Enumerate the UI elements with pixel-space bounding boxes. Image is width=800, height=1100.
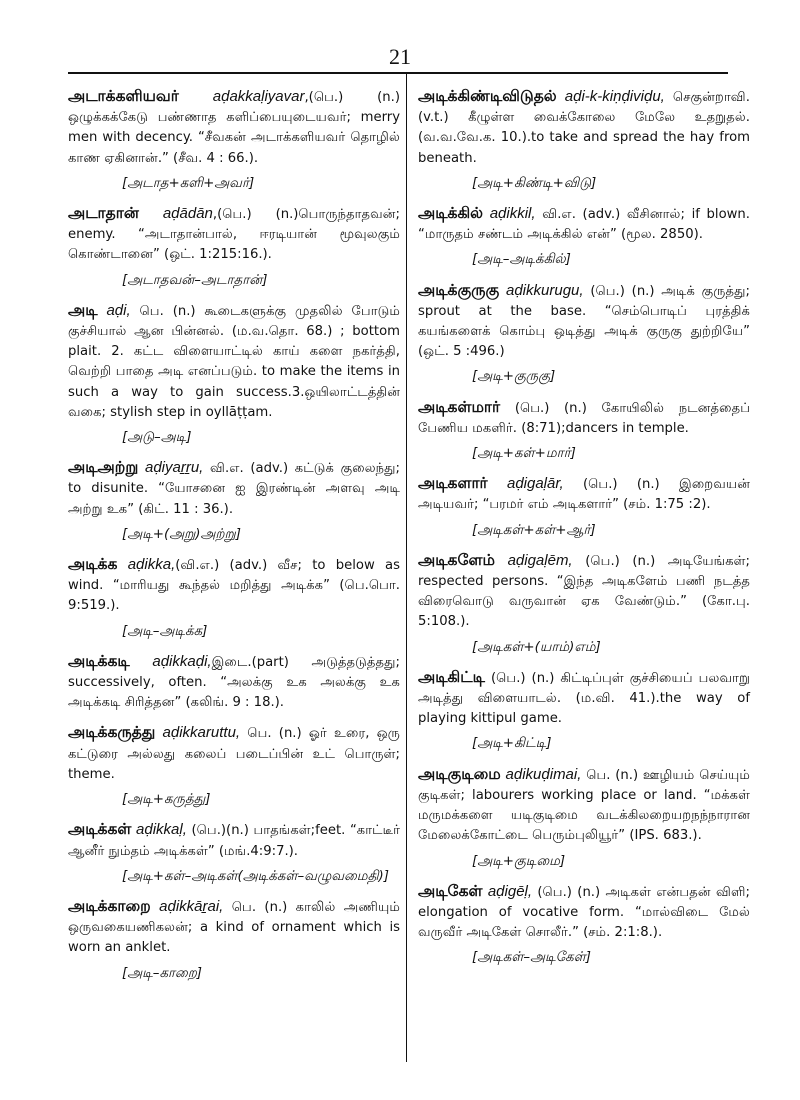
entry-definition: வி.எ. (adv.) வீசினால்; if blown. “மாருதம் சண்டம் அடிக்கில் என்” (மூல. 2850). bbox=[418, 207, 750, 243]
entry-transliteration: aḍikka, bbox=[127, 556, 176, 574]
entry-headword: அடிக்குருகு bbox=[418, 280, 500, 299]
entry-definition: ,(பெ.) (n.)பொருந்தாதவன்; enemy. “அடாதான்பால், ஈரடியான் மூவுலகும் கொண்டானை” (ஒட். 1:215:16.). bbox=[68, 207, 400, 263]
entry-headword: அடிகளேம் bbox=[418, 550, 495, 569]
entry-transliteration: aḍakkaḷiyavar bbox=[212, 88, 305, 105]
entry-headword: அடி bbox=[68, 300, 98, 319]
dictionary-entry bbox=[418, 550, 750, 658]
entry-headword: அடிக்கருத்து bbox=[68, 723, 156, 742]
entry-definition: பெ. (n.) கூடைகளுக்கு முதலில் போடும் குச்சியால் ஆன பின்னல். (ம.வ.தொ. 68.) ; bottom plait. 2. கட்ட விளையாட்டில் காய் களை நகர்த்தி, வெற்றி பாதை அடி எனப்படும். to make the items in such a way to gain success.3.ஒயிலாட்டத்தின் வகை; stylish step in oyllāṭṭam. bbox=[68, 303, 400, 420]
entry-definition: ,(பெ.) (n.) ஒழுக்கக்கேடு பண்ணாத களிப்பையுடையவர்; merry men with decency. “சீவகன் அடாக்களியவர் தொழில் காண ஏகினான்.” (சீவ. 4 : 66.). bbox=[68, 90, 400, 166]
entry-etymology: [அடிகள்–அடிகேள்] bbox=[472, 950, 592, 966]
entry-etymology: [அடி–அடிக்க] bbox=[122, 623, 208, 639]
left-column bbox=[68, 86, 400, 993]
dictionary-entry bbox=[418, 280, 750, 388]
entry-definition: (பெ.)(n.) பாதங்கள்;feet. “காட்டீர் ஆனீர் நும்தம் அடிக்கள்” (மங்.4:9:7.). bbox=[68, 823, 400, 859]
entry-headword: அடிகுடிமை bbox=[418, 764, 501, 783]
entry-etymology: [அடிகள்+(யாம்)எம்] bbox=[472, 639, 601, 655]
entry-etymology: [அடாத+களி+அவர்] bbox=[122, 175, 255, 191]
entry-definition: பெ. (n.) காலில் அணியும் ஒருவகையணிகலன்; a kind of ornament which is worn an anklet. bbox=[68, 899, 400, 956]
entry-headword: அடிக்கில் bbox=[418, 204, 484, 223]
entry-definition: வி.எ. (adv.) கட்டுக் குலைந்து; to disunite. “யோசனை ஐ இரண்டின் அளவு அடி அற்று உக” (கிட். 11 : 36.). bbox=[68, 461, 400, 517]
entry-definition: (பெ.) (n.) இறைவயன் அடியவர்; “பரமர் எம் அடிகளார்” (சம். 1:75 :2). bbox=[418, 477, 750, 513]
entry-headword: அடிக்காறை bbox=[68, 896, 151, 915]
dictionary-entry bbox=[418, 473, 750, 541]
entry-definition: இடை.(part) அடுத்தடுத்தது; successively, often. “அலக்கு உக அலக்கு உக அடிக்கடி சிரித்தன” (கலிங். 9 : 18.). bbox=[68, 654, 400, 711]
entry-definition: பெ. (n.) ஊழியம் செய்யும் குடிகள்; labourers working place or land. “மக்கள் மருமக்களை யடிகுடிமை வடக்கிலறையறநந்நாரான மேலைக்கோட்டை பெரும்புலியூர்” (IPS. 683.). bbox=[418, 767, 750, 844]
entry-etymology: [அடி–அடிக்கில்] bbox=[472, 252, 571, 268]
dictionary-entry bbox=[68, 300, 400, 448]
entry-transliteration: aḍi-k-kiṇḍiviḍu, bbox=[564, 88, 665, 105]
entry-transliteration: aḍikkaruttu, bbox=[162, 724, 241, 742]
entry-definition: (பெ.) (n.) அடிகள் என்பதன் விளி; elongation of vocative form. “மால்விடை மேல் வருவீர் அடிகேள் சொலீர்.” (சம். 2:1:8.). bbox=[418, 884, 750, 941]
entry-transliteration: aḍigaḷār, bbox=[506, 475, 564, 493]
entry-headword: அடாக்களியவர் bbox=[68, 87, 179, 105]
dictionary-entry bbox=[68, 651, 400, 714]
dictionary-entry bbox=[68, 896, 400, 984]
entry-headword: அடிக்க bbox=[68, 555, 118, 574]
entry-etymology: [அடாதவன்–அடாதான்] bbox=[122, 272, 268, 288]
entry-transliteration: aḍigēḷ, bbox=[487, 882, 533, 900]
entry-etymology: [அடி+கருத்து] bbox=[122, 792, 211, 808]
entry-headword: அடிக்கிண்டிவிடுதல் bbox=[418, 87, 557, 105]
entry-definition: (பெ.) (n.) கிட்டிப்புள் குச்சியைப் பலவாறு அடித்து விளையாடல். (ம.வி. 41.).the way of playing kittipul game. bbox=[418, 670, 750, 727]
entry-etymology: [அடு–அடி] bbox=[122, 430, 192, 446]
entry-etymology: [அடி+குடிமை] bbox=[472, 853, 566, 869]
entry-headword: அடிக்கடி bbox=[68, 651, 130, 670]
entry-etymology: [அடி+கிட்டி] bbox=[472, 736, 552, 752]
entry-etymology: [அடி+(அறு)அற்று] bbox=[122, 526, 241, 542]
entry-headword: அடிக்கள் bbox=[68, 820, 132, 839]
dictionary-entry bbox=[418, 86, 750, 194]
entry-etymology: [அடி+கள்–அடிகள்(அடிக்கள்–வழுவமைதி)] bbox=[122, 868, 389, 884]
entry-etymology: [அடிகள்+கள்+ஆர்] bbox=[472, 522, 596, 538]
entry-definition: (பெ.) (n.) அடியேங்கள்; respected persons. “இந்த அடிகளேம் பணி நடத்த விரைவொடு வருவான் ஏக வேண்டும்.” (கோ.பு. 5:108.). bbox=[418, 553, 750, 630]
header-rule bbox=[68, 72, 728, 74]
entry-transliteration: aḍādān bbox=[162, 205, 213, 223]
dictionary-entry bbox=[418, 667, 750, 755]
entry-transliteration: aḍikkāṟai, bbox=[159, 897, 224, 915]
entry-definition: (வி.எ.) (adv.) வீச; to below as wind. “மாரியது கூந்தல் மறித்து அடிக்க” (பெ.பொ. 9:519.). bbox=[68, 558, 400, 614]
dictionary-entry bbox=[68, 819, 400, 887]
entry-transliteration: aḍigaḷēm, bbox=[507, 551, 573, 569]
entry-etymology: [அடி+கள்+மார்] bbox=[472, 446, 576, 462]
dictionary-entry bbox=[418, 764, 750, 872]
entry-etymology: [அடி–காறை] bbox=[122, 965, 203, 981]
entry-transliteration: aḍi, bbox=[106, 301, 131, 319]
entry-headword: அடிஅற்று bbox=[68, 458, 139, 477]
dictionary-entry bbox=[418, 881, 750, 969]
right-column bbox=[418, 86, 750, 978]
entry-definition: (பெ.) (n.) அடிக் குருத்து; sprout at the base. “செம்பொடிப் புரத்திக் கயங்களைக் கொம்பு ஒடித்து அடிக் குருகு துற்றியே” (ஒட். 5 :496.) bbox=[418, 283, 750, 360]
dictionary-entry bbox=[418, 203, 750, 271]
dictionary-entry bbox=[68, 86, 400, 194]
entry-headword: அடிகள்மார் bbox=[418, 397, 501, 416]
entry-headword: அடிகளார் bbox=[418, 474, 488, 493]
entry-definition: செகுன்றாவி. (v.t.) கீழுள்ள வைக்கோலை மேலே உதறுதல். (வ.வ.வே.க. 10.).to take and spread the hay from beneath. bbox=[418, 90, 750, 166]
entry-headword: அடாதான் bbox=[68, 204, 139, 223]
page-number: 21 bbox=[389, 44, 411, 69]
entry-transliteration: aḍikuḍimai, bbox=[505, 765, 582, 783]
dictionary-entry bbox=[68, 203, 400, 291]
entry-transliteration: aḍiyaṟṟu, bbox=[144, 459, 204, 477]
dictionary-entry bbox=[418, 397, 750, 465]
entry-transliteration: aḍikkaḷ, bbox=[136, 821, 187, 839]
dictionary-entry bbox=[68, 722, 400, 810]
entry-etymology: [அடி+கிண்டி+விடு] bbox=[472, 175, 597, 191]
entry-transliteration: aḍikkil, bbox=[489, 205, 536, 223]
entry-headword: அடிகிட்டி bbox=[418, 667, 485, 686]
entry-transliteration: aḍikkurugu, bbox=[506, 281, 584, 299]
entry-definition: (பெ.) (n.) கோயிலில் நடனத்தைப் பேணிய மகளிர். (8:71);dancers in temple. bbox=[418, 400, 751, 436]
dictionary-entry bbox=[68, 554, 400, 642]
entry-definition: பெ. (n.) ஓர் உரை, ஒரு கட்டுரை அல்லது கலைப் படைப்பின் உட் பொருள்; theme. bbox=[68, 726, 400, 782]
dictionary-entry bbox=[68, 457, 400, 545]
entry-etymology: [அடி+குருகு] bbox=[472, 369, 556, 385]
column-divider bbox=[406, 74, 407, 1062]
entry-headword: அடிகேள் bbox=[418, 881, 483, 900]
entry-transliteration: aḍikkaḍi, bbox=[152, 652, 212, 670]
